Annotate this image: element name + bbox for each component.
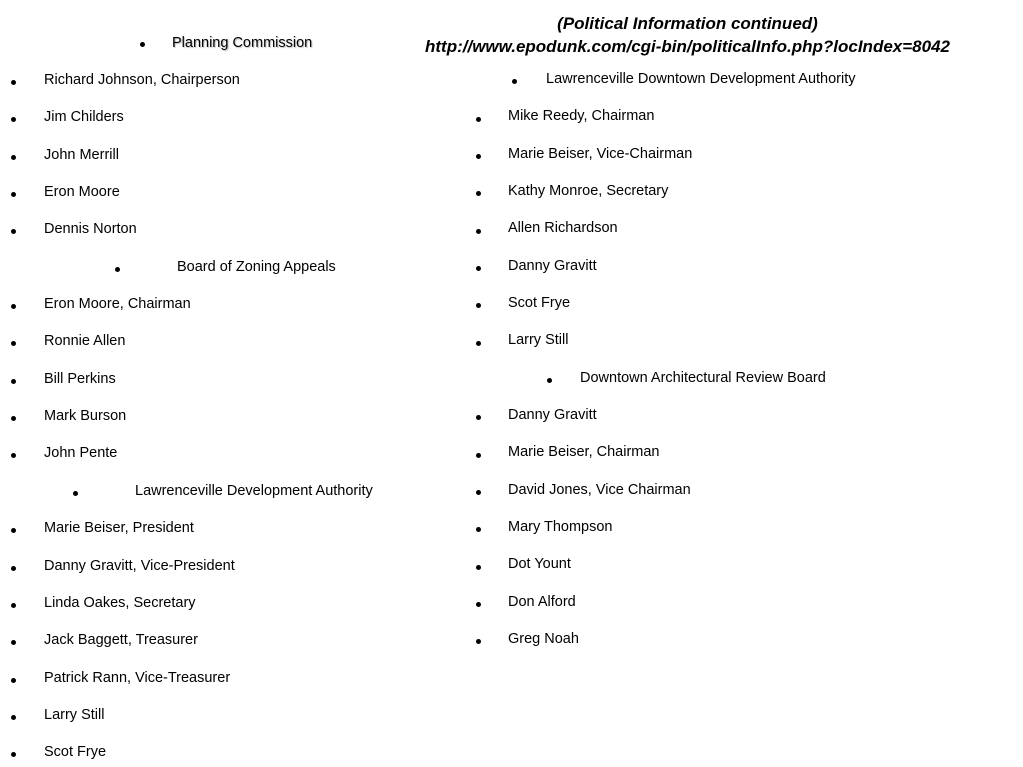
list-item: David Jones, Vice Chairman <box>508 482 691 498</box>
bullet-icon <box>11 80 16 85</box>
list-item: Marie Beiser, Vice-Chairman <box>508 146 693 162</box>
bullet-icon <box>115 267 120 272</box>
bullet-icon <box>476 565 481 570</box>
bullet-icon <box>11 117 16 122</box>
list-item: Eron Moore, Chairman <box>44 296 191 312</box>
list-item: Patrick Rann, Vice-Treasurer <box>44 670 231 686</box>
bullet-icon <box>11 341 16 346</box>
list-item: Jack Baggett, Treasurer <box>44 632 198 648</box>
bullet-icon <box>476 602 481 607</box>
bullet-icon <box>476 191 481 196</box>
bullet-icon <box>476 303 481 308</box>
bullet-icon <box>11 416 16 421</box>
bullet-icon <box>547 378 552 383</box>
bullet-icon <box>11 752 16 757</box>
bullet-icon <box>11 192 16 197</box>
bullet-icon <box>11 304 16 309</box>
list-item: Danny Gravitt <box>508 258 597 274</box>
bullet-icon <box>11 229 16 234</box>
bullet-icon <box>11 715 16 720</box>
list-item: Danny Gravitt, Vice-President <box>44 558 235 574</box>
list-item: Mark Burson <box>44 408 127 424</box>
bullet-icon <box>476 229 481 234</box>
list-item: Kathy Monroe, Secretary <box>508 183 669 199</box>
zoning-appeals-heading: Board of Zoning Appeals <box>177 259 336 275</box>
bullet-icon <box>476 490 481 495</box>
bullet-icon <box>11 155 16 160</box>
list-item: Larry Still <box>44 707 105 723</box>
development-authority-heading: Lawrenceville Development Authority <box>135 483 373 499</box>
list-item: John Pente <box>44 445 118 461</box>
list-item: Marie Beiser, President <box>44 520 194 536</box>
bullet-icon <box>11 640 16 645</box>
header-title: (Political Information continued) <box>557 14 818 33</box>
list-item: Allen Richardson <box>508 220 618 236</box>
list-item: Larry Still <box>508 332 569 348</box>
header-url: http://www.epodunk.com/cgi-bin/politicalInfo.php?locIndex=8042 <box>425 37 950 56</box>
bullet-icon <box>11 678 16 683</box>
bullet-icon <box>476 453 481 458</box>
bullet-icon <box>73 491 78 496</box>
list-item: Marie Beiser, Chairman <box>508 444 660 460</box>
bullet-icon <box>512 79 517 84</box>
list-item: Dot Yount <box>508 556 571 572</box>
bullet-icon <box>476 154 481 159</box>
list-item: Bill Perkins <box>44 371 116 387</box>
planning-commission-heading: Planning Commission <box>172 35 313 51</box>
list-item: Greg Noah <box>508 631 579 647</box>
list-item: Scot Frye <box>44 744 107 760</box>
architectural-review-heading: Downtown Architectural Review Board <box>580 370 826 386</box>
bullet-icon <box>476 117 481 122</box>
bullet-icon <box>11 528 16 533</box>
bullet-icon <box>11 379 16 384</box>
bullet-icon <box>11 453 16 458</box>
bullet-icon <box>140 42 145 47</box>
list-item: Scot Frye <box>508 295 571 311</box>
list-item: Eron Moore <box>44 184 120 200</box>
bullet-icon <box>476 527 481 532</box>
list-item: Mary Thompson <box>508 519 613 535</box>
list-item: Mike Reedy, Chairman <box>508 108 655 124</box>
bullet-icon <box>476 341 481 346</box>
list-item: Jim Childers <box>44 109 124 125</box>
list-item: Linda Oakes, Secretary <box>44 595 196 611</box>
list-item: John Merrill <box>44 147 119 163</box>
list-item: Ronnie Allen <box>44 333 126 349</box>
page-header <box>400 12 975 58</box>
list-item: Dennis Norton <box>44 221 137 237</box>
bullet-icon <box>11 603 16 608</box>
list-item: Don Alford <box>508 594 576 610</box>
bullet-icon <box>11 566 16 571</box>
list-item: Danny Gravitt <box>508 407 597 423</box>
downtown-development-heading: Lawrenceville Downtown Development Authority <box>546 71 856 87</box>
bullet-icon <box>476 266 481 271</box>
bullet-icon <box>476 415 481 420</box>
bullet-icon <box>476 639 481 644</box>
list-item: Richard Johnson, Chairperson <box>44 72 240 88</box>
